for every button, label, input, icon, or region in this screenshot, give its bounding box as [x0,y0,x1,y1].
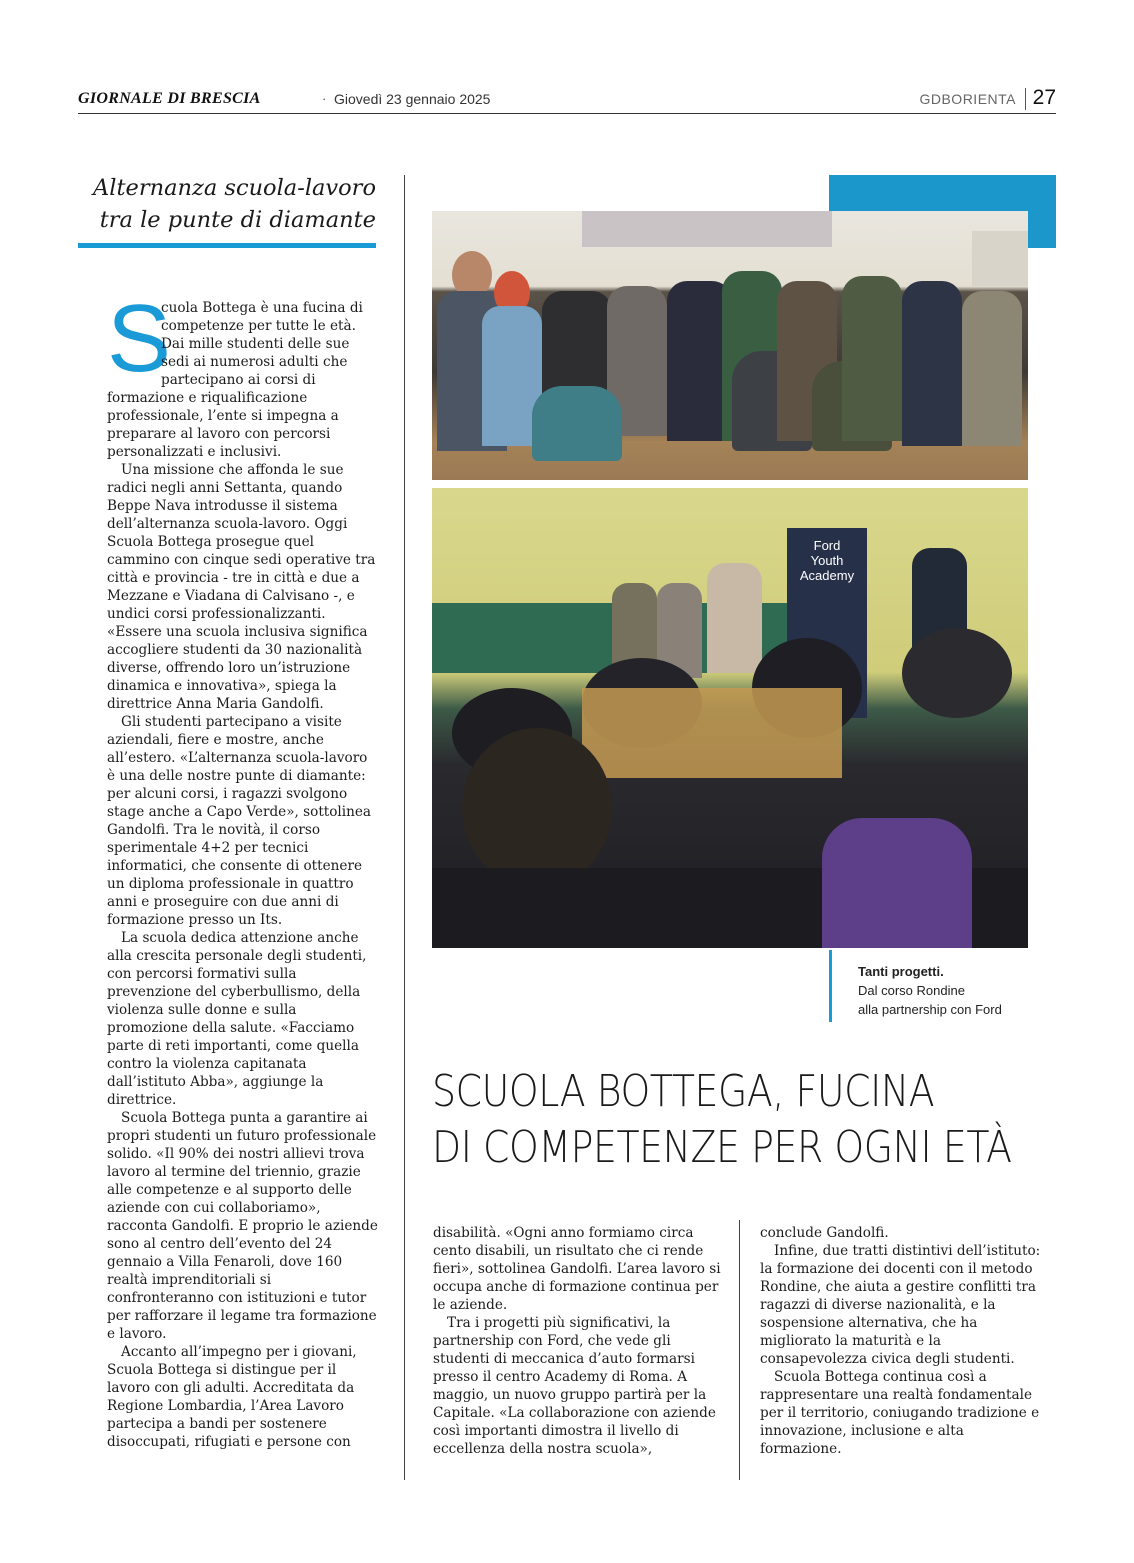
article-left-column [107,285,379,1451]
paragraph: Tra i progetti più significativi, la partnership con Ford, che vede gli studenti di meccanica d’auto formarsi presso il centro Academy di Roma. A maggio, un nuovo gruppo partirà per la Capitale. «La collaborazione con aziende così importanti dimostra il livello di eccellenza della nostra scuola», [433,1315,716,1457]
paragraph: conclude Gandolfi. [760,1225,889,1241]
window [972,231,1028,286]
paragraph: Scuola Bottega punta a garantire ai propri studenti un futuro professionale solido. «Il 90% dei nostri allievi trova lavoro al termine del triennio, grazie alle competenze e al supporto delle aziende con cui collaboriamo», racconta Gandolfi. E proprio le aziende sono al centro dell’evento del 24 gennaio a Villa Fenaroli, dove 160 realtà imprenditoriali si confronteranno con istituzioni e tutor per rafforzare il legame tra formazione e lavoro. [107,1110,378,1342]
header-divider [1025,88,1026,110]
paragraph: Scuola Bottega continua così a rappresentare una realtà fondamentale per il territorio, coniugando tradizione e innovazione, inclusione e alta formazione. [760,1369,1040,1457]
section-name: GDBORIENTA [919,91,1016,107]
person-body [962,291,1022,446]
headline-line-1: SCUOLA BOTTEGA, FUCINA [432,1066,935,1117]
caption-line-1: Dal corso Rondine [858,983,965,998]
speaker [707,563,762,673]
caption-line-2: alla partnership con Ford [858,1002,1002,1017]
person-seated [532,386,622,461]
header-separator: · [322,91,327,106]
banner-line-3: Academy [799,568,855,583]
student [902,628,1012,718]
paragraph: Infine, due tratti distintivi dell’istituto: la formazione dei docenti con il metodo Rondine, che aiuta a gestire conflitti tra ragazzi di diverse nazionalità, e la sospensione alternativa, che ha migliorato la maturità e la consapevolezza civica degli studenti. [760,1243,1041,1367]
masthead: GIORNALE DI BRESCIA [78,90,261,107]
kicker-line-2: tra le punte di diamante [99,207,376,233]
column-divider [404,175,405,1480]
paragraph: disabilità. «Ogni anno formiamo circa cento disabili, un risultato che ci rende fieri», sottolinea Gandolfi. L’area lavoro si occupa anche di formazione continua per le aziende. [433,1225,721,1313]
page-header [78,86,1056,114]
person-body [842,276,902,441]
classroom-photo [432,488,1028,948]
student-head [462,728,612,888]
paragraph: Una missione che affonda le sue radici negli anni Settanta, quando Beppe Nava introdusse il sistema dell’alternanza scuola-lavoro. Oggi Scuola Bottega prosegue quel cammino con cinque sedi operative tra città e provincia - tre in città e due a Mezzane e Viadana di Calvisano -, e undici corsi professionalizzanti. «Essere una scuola inclusiva significa accogliere studenti da 30 nazionalità diverse, offrendo loro un’istruzione dinamica e innovativa», spiega la direttrice Anna Maria Gandolfi. [107,462,376,712]
accent-notch [1028,211,1056,248]
person-body [902,281,962,446]
kicker-rule [78,243,376,248]
student-purple-hoodie [822,818,972,948]
kicker-line-1: Alternanza scuola-lavoro [93,175,376,201]
caption-bar [829,950,832,1022]
headline-line-2: DI COMPETENZE PER OGNI ETÀ [432,1122,1012,1173]
projector-screen [582,211,832,247]
banner-line-2: Youth [810,553,844,568]
paragraph: Gli studenti partecipano a visite aziendali, fiere e mostre, anche all’estero. «L’alternanza scuola-lavoro è una delle nostre punte di diamante: per alcuni corsi, i ragazzi svolgono stage anche a Capo Verde», sottolinea Gandolfi. Tra le novità, il corso sperimentale 4+2 per tecnici informatici, che consente di ottenere un diploma professionale in quattro anni e proseguire con due anni di formazione presso un Its. [107,714,372,928]
paragraph: Accanto all’impegno per i giovani, Scuola Bottega si distingue per il lavoro con gli adulti. Accreditata da Regione Lombardia, l’Area Lavoro partecipa a bandi per sostenere disoccupati, rifugiati e persone con [107,1344,357,1450]
group-photo [432,211,1028,480]
header-rule [78,113,1056,114]
caption-title: Tanti progetti. [858,964,944,979]
article-headline [432,1064,1012,1176]
paragraph: cuola Bottega è una fucina di competenze per tutte le età. Dai mille studenti delle sue sedi ai numerosi adulti che partecipano ai corsi di formazione e riqualificazione professionale, l’ente si impegna a preparare al lavoro con percorsi personalizzati e inclusivi. [107,300,363,460]
column-divider [739,1220,740,1480]
paragraph: La scuola dedica attenzione anche alla crescita personale degli studenti, con percorsi formativi sulla prevenzione del cyberbullismo, della violenza sulle donne e sulla promozione della salute. «Facciamo parte di reti importanti, come quella contro la violenza capitanata dall’istituto Abba», aggiunge la direttrice. [107,930,367,1108]
kicker [80,172,376,236]
drop-cap: S [107,285,172,392]
page-number: 27 [1032,86,1056,109]
issue-date: Giovedì 23 gennaio 2025 [334,91,491,107]
article-middle-column [433,1224,721,1458]
banner-line-1: Ford [813,538,841,553]
chairs [582,688,842,778]
photo-caption [858,962,1038,1019]
article-right-column [760,1224,1044,1458]
